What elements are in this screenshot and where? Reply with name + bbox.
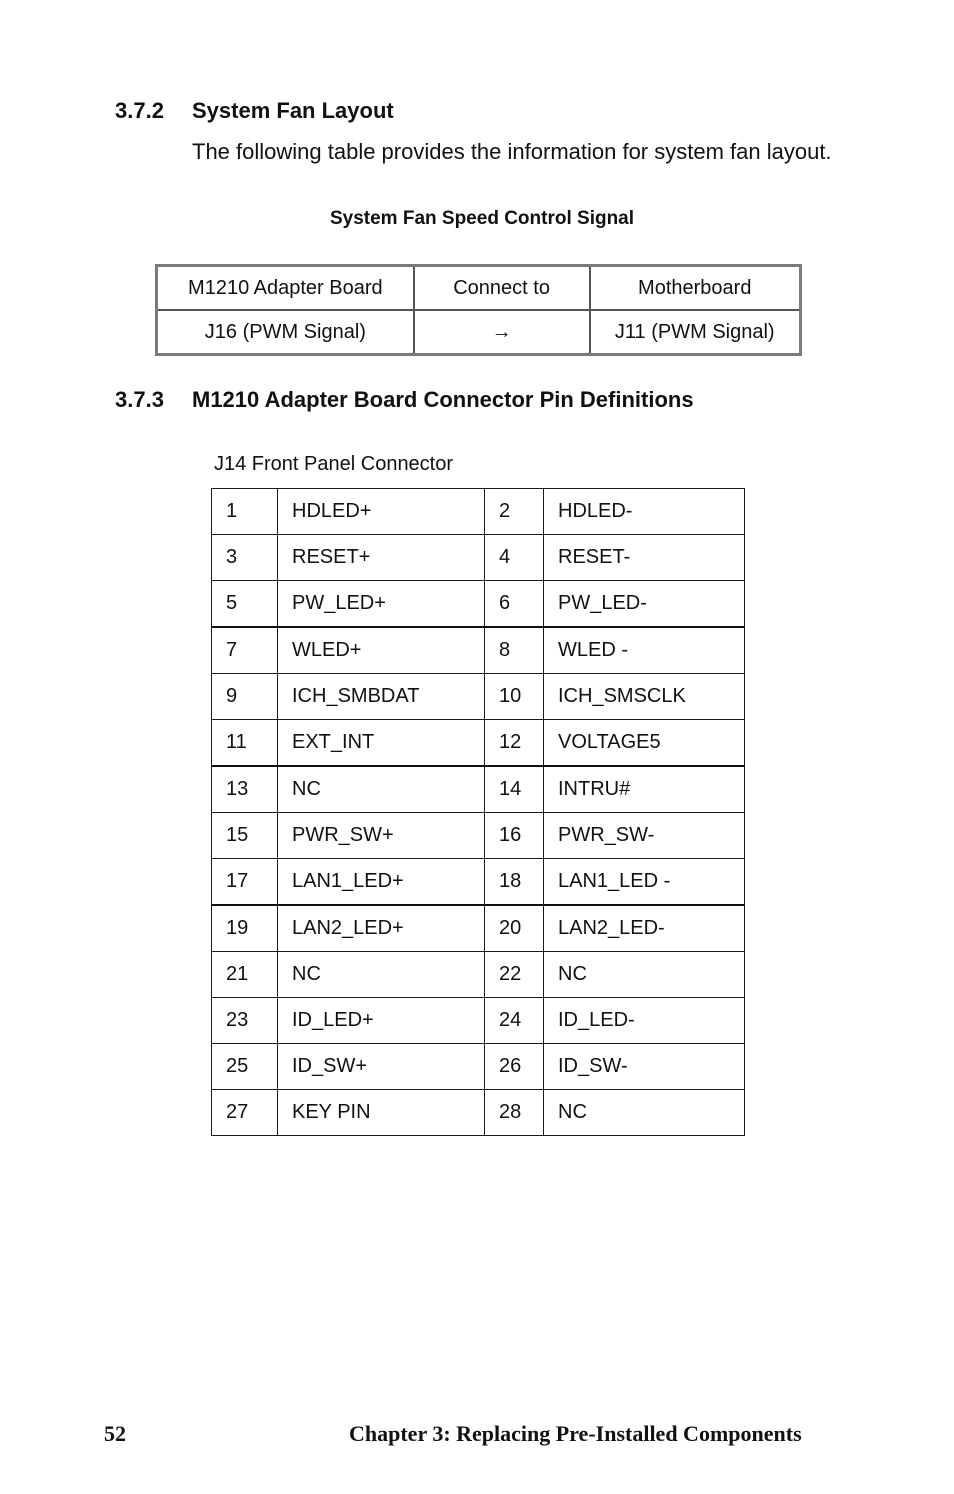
signal-name-cell: LAN1_LED+ xyxy=(278,859,485,906)
signal-name-cell: VOLTAGE5 xyxy=(544,720,745,767)
pin-number-cell: 22 xyxy=(485,952,544,998)
pin-number-cell: 2 xyxy=(485,489,544,535)
pin-number-cell: 19 xyxy=(212,905,278,952)
pin-number-cell: 7 xyxy=(212,627,278,674)
signal-name-cell: ID_SW+ xyxy=(278,1044,485,1090)
table-row xyxy=(212,627,745,674)
table-row xyxy=(212,952,745,998)
section-heading-3-7-3 xyxy=(115,387,815,413)
pin-number-cell: 4 xyxy=(485,535,544,581)
table-row xyxy=(212,535,745,581)
pin-number-cell: 15 xyxy=(212,813,278,859)
signal-name-cell: ICH_SMBDAT xyxy=(278,674,485,720)
fan-speed-table xyxy=(155,264,802,356)
pin-number-cell: 13 xyxy=(212,766,278,813)
table-row xyxy=(212,766,745,813)
fan-header-cell: Motherboard xyxy=(590,266,801,311)
signal-name-cell: RESET+ xyxy=(278,535,485,581)
pin-number-cell: 14 xyxy=(485,766,544,813)
fan-table-row xyxy=(157,310,801,355)
fan-cell: J16 (PWM Signal) xyxy=(157,310,414,355)
pin-number-cell: 24 xyxy=(485,998,544,1044)
section-heading-3-7-2 xyxy=(115,98,715,124)
table-row xyxy=(212,674,745,720)
pin-number-cell: 9 xyxy=(212,674,278,720)
signal-name-cell: ID_LED- xyxy=(544,998,745,1044)
fan-table-caption: System Fan Speed Control Signal xyxy=(329,208,635,229)
signal-name-cell: INTRU# xyxy=(544,766,745,813)
intro-paragraph: The following table provides the information for system fan layout. xyxy=(192,139,832,164)
signal-name-cell: ID_SW- xyxy=(544,1044,745,1090)
signal-name-cell: KEY PIN xyxy=(278,1090,485,1136)
signal-name-cell: PWR_SW- xyxy=(544,813,745,859)
fan-table-header-row xyxy=(157,266,801,311)
table-row xyxy=(212,813,745,859)
pin-number-cell: 20 xyxy=(485,905,544,952)
table-row xyxy=(212,581,745,628)
signal-name-cell: NC xyxy=(544,1090,745,1136)
chapter-title: Chapter 3: Replacing Pre-Installed Components xyxy=(349,1421,802,1446)
fan-cell: J11 (PWM Signal) xyxy=(590,310,801,355)
pin-number-cell: 26 xyxy=(485,1044,544,1090)
section-number: 3.7.2 xyxy=(115,98,164,123)
pin-number-cell: 10 xyxy=(485,674,544,720)
pin-number-cell: 17 xyxy=(212,859,278,906)
table-row xyxy=(212,720,745,767)
signal-name-cell: EXT_INT xyxy=(278,720,485,767)
pin-number-cell: 3 xyxy=(212,535,278,581)
signal-name-cell: HDLED+ xyxy=(278,489,485,535)
table-row xyxy=(212,1090,745,1136)
table-row xyxy=(212,1044,745,1090)
pin-number-cell: 18 xyxy=(485,859,544,906)
signal-name-cell: WLED+ xyxy=(278,627,485,674)
pin-number-cell: 11 xyxy=(212,720,278,767)
pin-number-cell: 1 xyxy=(212,489,278,535)
signal-name-cell: ICH_SMSCLK xyxy=(544,674,745,720)
signal-name-cell: NC xyxy=(278,766,485,813)
pin-number-cell: 27 xyxy=(212,1090,278,1136)
page-number: 52 xyxy=(104,1421,126,1446)
signal-name-cell: PWR_SW+ xyxy=(278,813,485,859)
signal-name-cell: RESET- xyxy=(544,535,745,581)
signal-name-cell: LAN2_LED+ xyxy=(278,905,485,952)
table-row xyxy=(212,905,745,952)
pin-number-cell: 12 xyxy=(485,720,544,767)
signal-name-cell: PW_LED+ xyxy=(278,581,485,628)
fan-header-cell: Connect to xyxy=(414,266,590,311)
section-title: M1210 Adapter Board Connector Pin Definitions xyxy=(192,387,694,412)
pin-definition-table xyxy=(211,488,745,1136)
table-row xyxy=(212,859,745,906)
pin-number-cell: 5 xyxy=(212,581,278,628)
fan-header-cell: M1210 Adapter Board xyxy=(157,266,414,311)
signal-name-cell: NC xyxy=(278,952,485,998)
signal-name-cell: WLED - xyxy=(544,627,745,674)
signal-name-cell: NC xyxy=(544,952,745,998)
table-row xyxy=(212,998,745,1044)
pin-table-caption: J14 Front Panel Connector xyxy=(214,453,454,475)
signal-name-cell: PW_LED- xyxy=(544,581,745,628)
signal-name-cell: LAN1_LED - xyxy=(544,859,745,906)
signal-name-cell: HDLED- xyxy=(544,489,745,535)
pin-number-cell: 6 xyxy=(485,581,544,628)
section-title: System Fan Layout xyxy=(192,98,394,123)
pin-number-cell: 23 xyxy=(212,998,278,1044)
signal-name-cell: ID_LED+ xyxy=(278,998,485,1044)
signal-name-cell: LAN2_LED- xyxy=(544,905,745,952)
pin-number-cell: 21 xyxy=(212,952,278,998)
table-row xyxy=(212,489,745,535)
pin-number-cell: 16 xyxy=(485,813,544,859)
arrow-right-icon: → xyxy=(414,310,590,355)
pin-number-cell: 8 xyxy=(485,627,544,674)
pin-number-cell: 28 xyxy=(485,1090,544,1136)
pin-number-cell: 25 xyxy=(212,1044,278,1090)
section-number: 3.7.3 xyxy=(115,387,164,412)
